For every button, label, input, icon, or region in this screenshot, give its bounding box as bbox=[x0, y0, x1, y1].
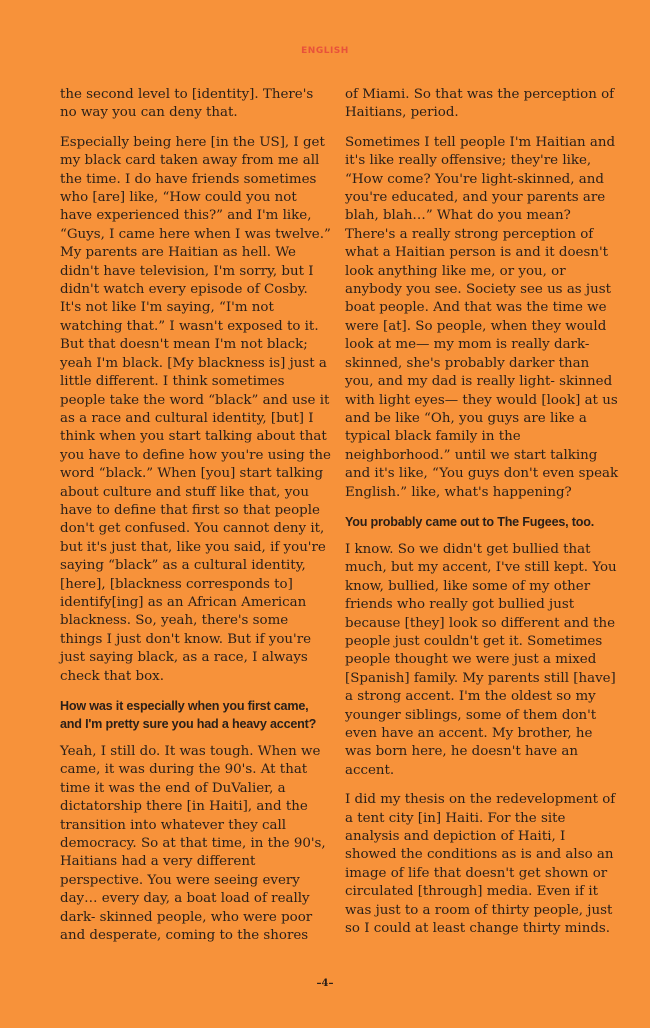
section-header: ENGLISH bbox=[301, 46, 349, 56]
paragraph: the second level to [identity]. There's no way you can deny that. bbox=[60, 87, 314, 121]
page-number: –4– bbox=[316, 978, 334, 989]
right-column bbox=[345, 86, 620, 949]
paragraph: Especially being here [in the US], I get my black card taken away from me all the time. I do have friends sometimes who [are] like, “How could you not have experienced this?” and I'm like, “Guys, I came here when I was twelve.” My parents are Haitian as hell. We didn't have television, I'm sorry, but I didn't watch every episode of Cosby. It's not like I'm saying, “I'm not watching that.” I wasn't exposed to it. But that doesn't mean I'm not black; yeah I'm black. [My blackness is] just a little different. I think sometimes people take the word “black” and use it as a race and cultural identity, [but] I think when you start talking about that you have to define how you're using the word “black.” When [you] start talking about culture and stuff like that, you have to define that first so that people don't get confused. You cannot deny it, but it's just that, like you said, if you're saying “black” as a cultural identity, [here], [blackness corresponds to] identify[ing] as an African American blackness. So, yeah, there's some things I just don't know. But if you're just saying black, as a race, I always check that box. bbox=[60, 134, 331, 684]
paragraph: Yeah, I still do. It was tough. When we came, it was during the 90's. At that time it was the end of DuValier, a dictatorship there [in Haiti], and the transition into whatever they call democracy. So at that time, in the 90's, Haitians had a very different perspective. You were seeing every day… every day, a boat load of really dark- skinned people, who were poor and desperate, coming to the shores bbox=[60, 744, 326, 944]
interview-question: You probably came out to The Fugees, too. bbox=[345, 514, 595, 529]
interview-question: How was it especially when you first came, and I'm pretty sure you had a heavy accent? bbox=[60, 699, 317, 731]
paragraph: I did my thesis on the redevelopment of a tent city [in] Haiti. For the site analysis and depiction of Haiti, I showed the conditions as is and also an image of life that doesn't get shown or circulated [through] media. Even if it was just to a room of thirty people, just so I could at least change thirty minds. bbox=[345, 792, 616, 937]
left-column bbox=[60, 86, 332, 956]
paragraph: Sometimes I tell people I'm Haitian and it's like really offensive; they're like, “How come? You're light-skinned, and you're educated, and your parents are blah, blah…” What do you mean? There's a really strong perception of what a Haitian person is and it doesn't look anything like me, or you, or anybody you see. Society see us as just boat people. And that was the time we were [at]. So people, when they would look at me— my mom is really dark-skinned, she's probably darker than you, and my dad is really light- skinned with light eyes— they would [look] at us and be like “Oh, you guys are like a typical black family in the neighborhood.” until we start talking and it's like, “You guys don't even speak English.” like, what's happening? bbox=[345, 134, 619, 500]
paragraph: I know. So we didn't get bullied that much, but my accent, I've still kept. You know, bullied, like some of my other friends who really got bullied just because [they] look so different and the people just couldn't get it. Sometimes people thought we were just a mixed [Spanish] family. My parents still [have] a strong accent. I'm the oldest so my younger siblings, some of them don't even have an accent. My brother, he was born here, he doesn't have an accent. bbox=[345, 541, 617, 778]
paragraph: of Miami. So that was the perception of Haitians, period. bbox=[345, 87, 615, 121]
